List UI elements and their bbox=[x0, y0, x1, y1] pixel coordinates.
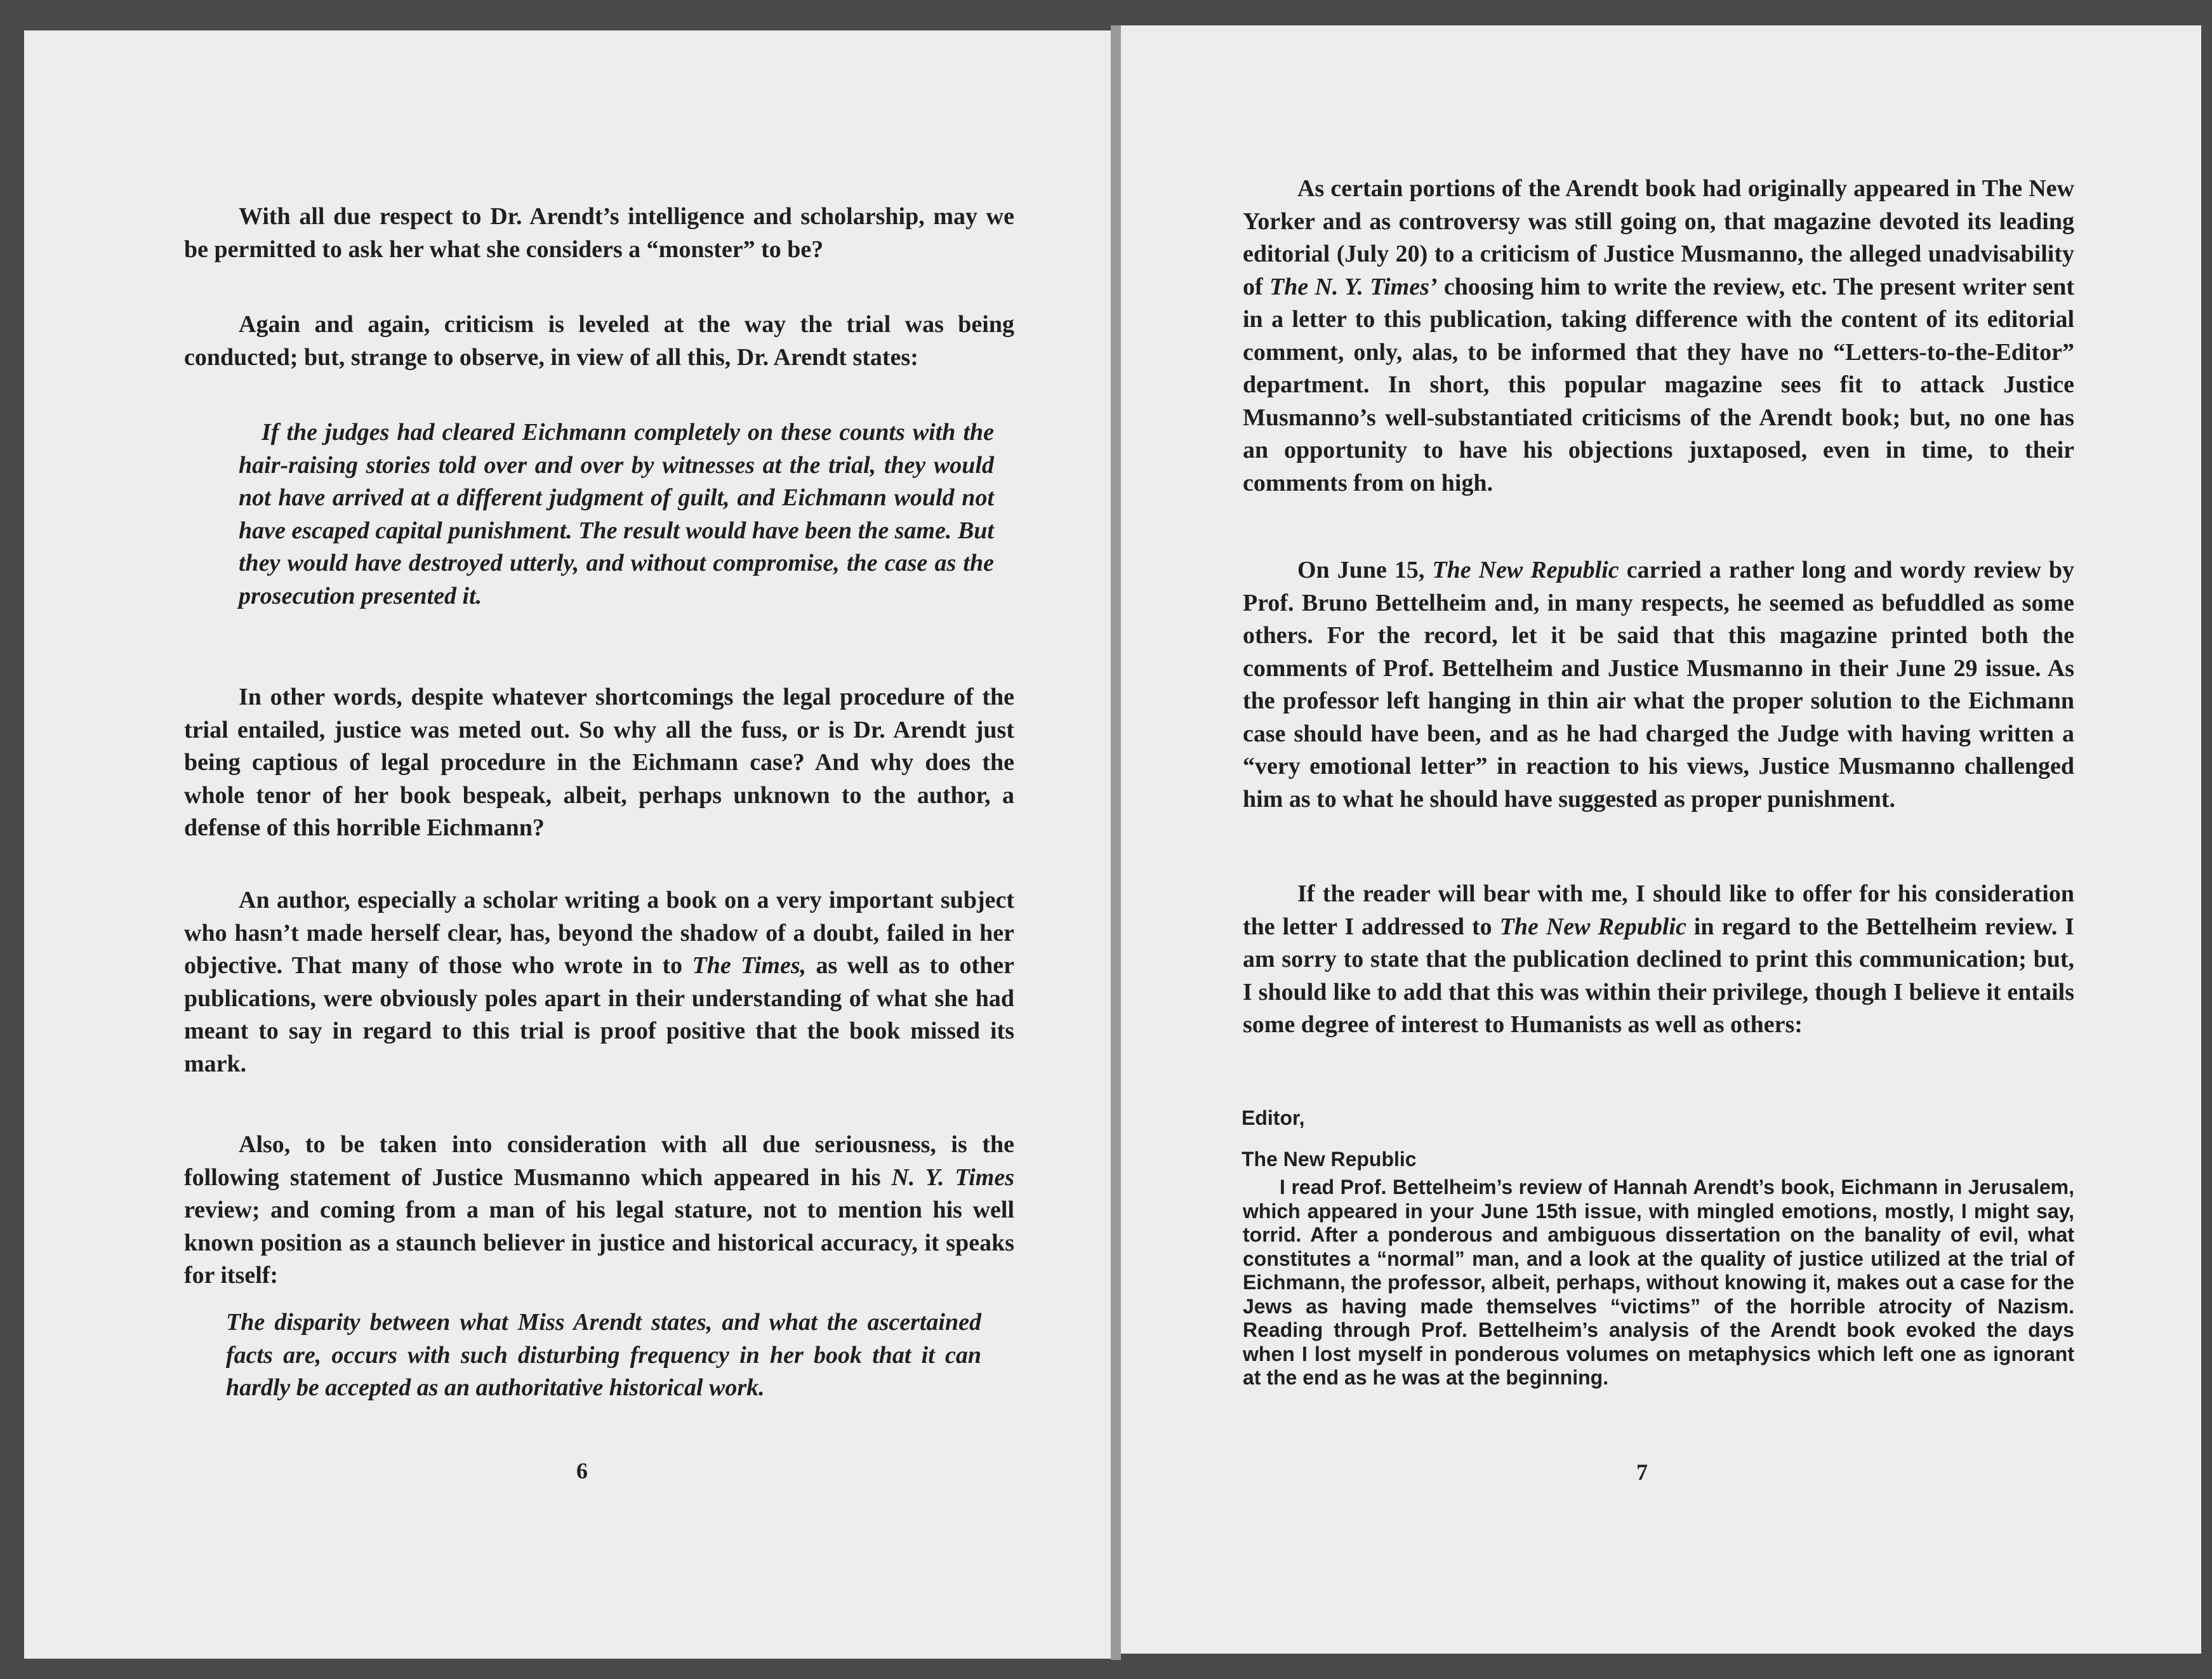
letter-salutation-editor: Editor, bbox=[1242, 1106, 1305, 1129]
text-run-italic: The N. Y. Times’ bbox=[1269, 273, 1438, 300]
text-run: as well as to other publications, were obviously poles apart in their understanding of what she had meant to say in regard to this trial is proof positive that the book missed its mark. bbox=[184, 952, 1014, 1077]
text-run: review; and coming from a man of his legal stature, not to mention his well known position as a staunch believer in justice and historical accuracy, it speaks for itself: bbox=[184, 1197, 1014, 1289]
text-run: Also, to be taken into consideration with all due seriousness, is the following statement of Justice Musmanno which appeared in his bbox=[184, 1131, 1014, 1191]
text-run-italic: The New Republic bbox=[1499, 913, 1686, 940]
text-run: As certain portions of the Arendt book had originally appeared in The New Yorker and as controversy was still going on, that magazine devoted its leading editorial (July 20) to a criticism of Justice Musmanno, the alleged unadvisability of bbox=[1243, 175, 2074, 300]
right-paragraph-3 bbox=[1243, 878, 2074, 1042]
left-paragraph-5 bbox=[184, 1129, 1014, 1292]
text-run: I read Prof. Bettelheim’s review of Hannah Arendt’s book, bbox=[1280, 1176, 1841, 1198]
page-number-left: 6 bbox=[576, 1458, 588, 1483]
text-run: carried a rather long and wordy review by Prof. Bruno Bettelheim and, in many respects, he seemed as befuddled as some others. For the record, let it be said that this magazine printed both the comments of Prof. Bettelheim and Justice Musmanno in their June 29 issue. As the professor left hanging in thin air what the proper solution to the Eichmann case should have been, and as he had charged the Judge with having written a “very emotional letter” in reaction to his views, Justice Musmanno challenged him as to what he should have suggested as proper punishment. bbox=[1243, 557, 2074, 813]
left-quote-arendt: If the judges had cleared Eichmann completely on these counts with the hair-raising stories told over and over by witnesses at the trial, they would not have arrived at a different judgment of guilt, and Eichmann would not have escaped capital punishment. The result would have been the same. But they would have destroyed utterly, and without compromise, the case as the prosecution presented it. bbox=[239, 419, 994, 609]
text-run: choosing him to write the review, etc. The present writer sent in a letter to this publication, taking difference with the content of its editorial comment, only, alas, to be informed that they have no “Letters-to-the-Editor” department. In short, this popular magazine sees fit to attack Justice Musmanno’s well-substantiated criticisms of the Arendt book; but, no one has an opportunity to have his objections juxtaposed, even in time, to their comments from on high. bbox=[1243, 273, 2075, 496]
text-run: If the reader will bear with me, I should like to offer for his consideration the letter I addressed to bbox=[1243, 880, 2074, 940]
left-paragraph-1: With all due respect to Dr. Arendt’s intelligence and scholarship, may we be permitted to ask her what she considers a “monster” to be? bbox=[184, 203, 1014, 263]
right-page bbox=[1121, 25, 2201, 1654]
text-run-italic: The Times, bbox=[692, 952, 807, 979]
left-quote-musmanno: The disparity between what Miss Arendt states, and what the ascertained facts are, occurs with such disturbing frequency in her book that it can hardly be accepted as an authoritative historical work. bbox=[226, 1309, 981, 1401]
text-run: which appeared in your June 15th issue, with mingled emotions, mostly, I might say, torrid. After a ponderous and ambiguous dissertation on the banality of evil, what constitutes a “normal” man, and a look at the quality of justice utilized at the trial of Eichmann, the professor, albeit, perhaps, without knowing it, makes out a case for the Jews as having made themselves “victims” of the horrible atrocity of Nazism. Reading through Prof. Bettelheim’s analysis of the Arendt book evoked the days when I lost myself in ponderous volumes on metaphysics which left one as ignorant at the end as he was at the beginning. bbox=[1243, 1199, 2074, 1389]
letter-publication-name: The New Republic bbox=[1242, 1148, 1417, 1171]
right-paragraph-1 bbox=[1243, 173, 2074, 500]
left-paragraph-2: Again and again, criticism is leveled at the way the trial was being conducted; but, strange to observe, in view of all this, Dr. Arendt states: bbox=[184, 311, 1014, 371]
right-paragraph-2 bbox=[1243, 554, 2074, 816]
book-gutter bbox=[1111, 25, 1121, 1660]
text-run-emphasis: Eichmann in Jerusalem, bbox=[1841, 1176, 2075, 1198]
page-number-right: 7 bbox=[1636, 1459, 1648, 1485]
left-paragraph-4 bbox=[184, 884, 1014, 1080]
text-run: in regard to the Bettelheim review. I am sorry to state that the publication declined to print this communication; but, I should like to add that this was within their privilege, though I believe it entails some degree of interest to Humanists as well as others: bbox=[1243, 913, 2074, 1038]
letter-body bbox=[1243, 1176, 2074, 1390]
text-run: An author, especially a scholar writing a book on a very important subject who hasn’t made herself clear, has, beyond the shadow of a doubt, failed in her objective. That many of those who wrote in to bbox=[184, 887, 1014, 979]
text-run-italic: The New Republic bbox=[1432, 557, 1619, 583]
left-paragraph-3: In other words, despite whatever shortcomings the legal procedure of the trial entailed, justice was meted out. So why all the fuss, or is Dr. Arendt just being captious of legal procedure in the Eichmann case? And why does the whole tenor of her book bespeak, albeit, perhaps unknown to the author, a defense of this horrible Eichmann? bbox=[184, 684, 1014, 841]
left-page bbox=[24, 30, 1111, 1659]
text-run-italic: N. Y. Times bbox=[891, 1164, 1015, 1191]
text-run: On June 15, bbox=[1297, 557, 1433, 583]
